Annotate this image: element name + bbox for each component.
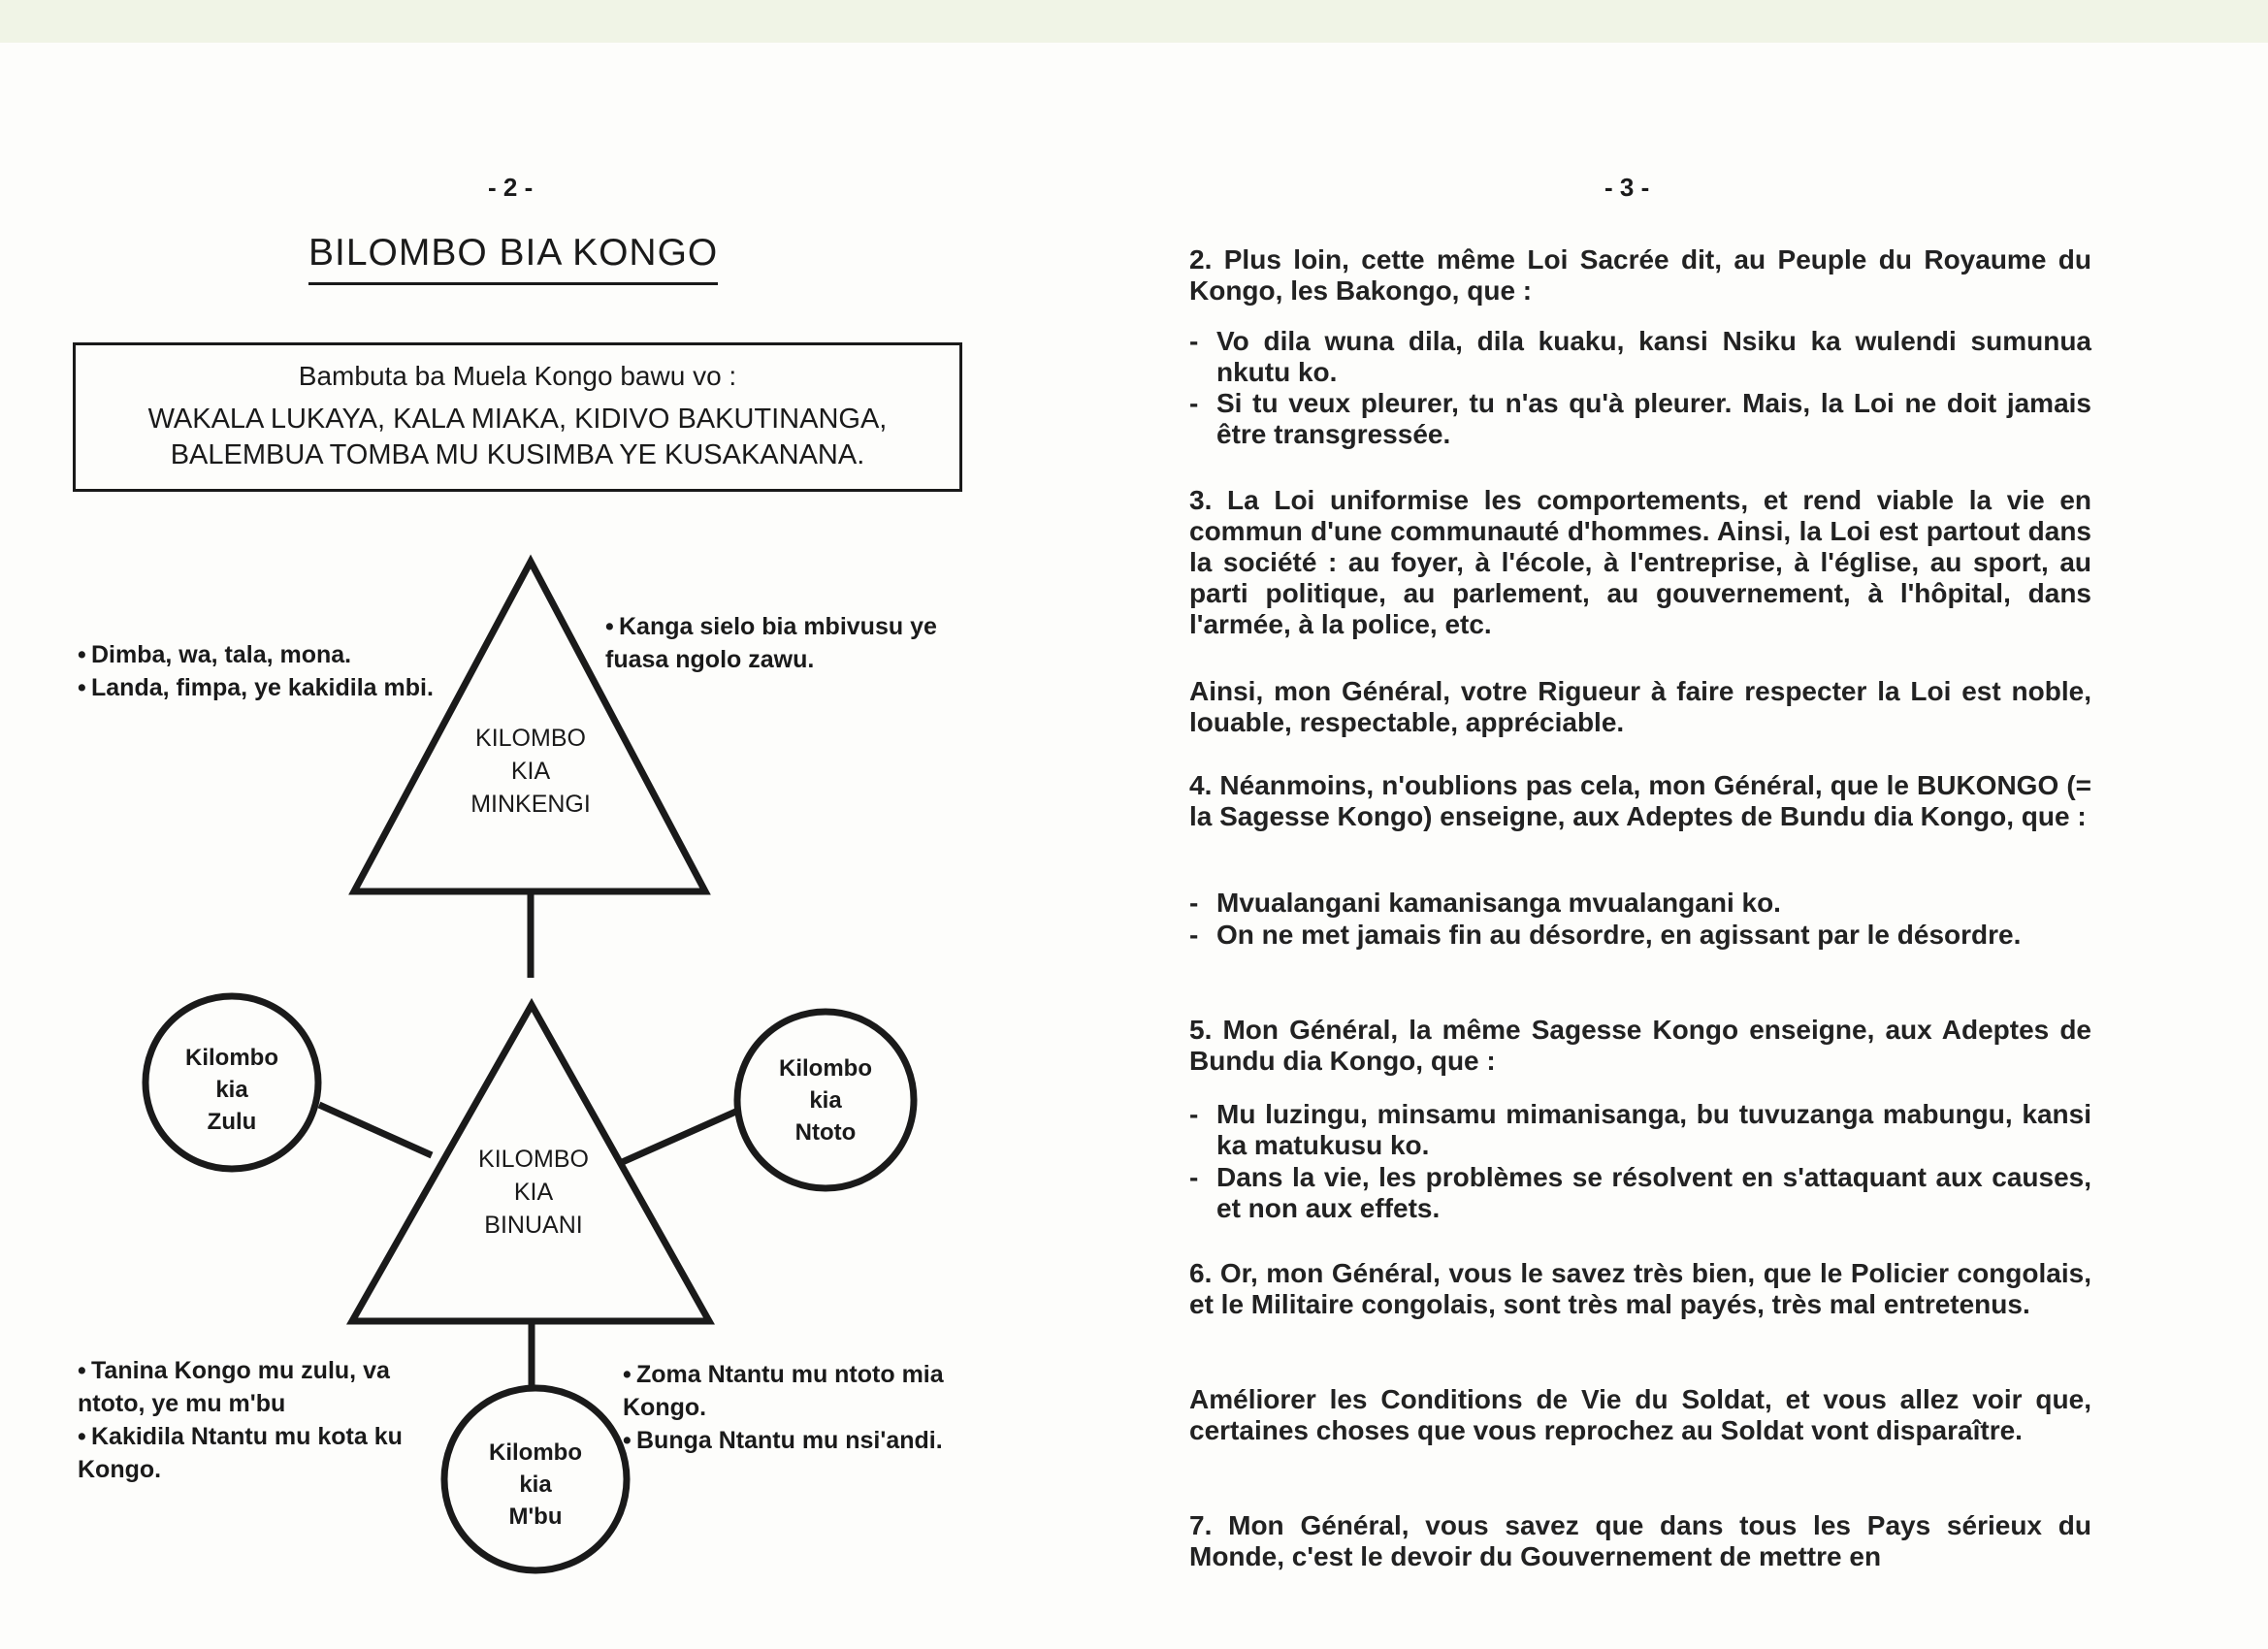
paragraph-2: 2. Plus loin, cette même Loi Sacrée dit, au Peuple du Royaume du Kongo, les Bakongo, que : xyxy=(1189,244,2091,306)
label-kilombo-kia-zulu xyxy=(164,1042,300,1138)
note-item xyxy=(623,1358,972,1424)
label-line: kia xyxy=(809,1087,842,1114)
label-line: KILOMBO xyxy=(475,725,586,752)
note-bottom-right xyxy=(623,1358,972,1457)
label-line: Kilombo xyxy=(185,1045,278,1071)
bullet-text: Dans la vie, les problèmes se résolvent en s'attaquant aux causes, et non aux effets. xyxy=(1216,1162,2091,1223)
bullet-text: Vo dila wuna dila, dila kuaku, kansi Nsiku ka wulendi sumunua nkutu ko. xyxy=(1216,326,2091,387)
bullet-icon: • xyxy=(605,613,614,640)
note-text: Tanina Kongo mu zulu, va ntoto, ye mu m'bu xyxy=(78,1357,390,1417)
dash-icon: - xyxy=(1189,1099,1199,1129)
bullet-4b xyxy=(1189,920,2091,951)
paragraph-3: 3. La Loi uniformise les comportements, et rend viable la vie en commun d'une communauté d'hommes. Ainsi, la Loi est partout dans la société : au foyer, à l'école, à l'entreprise, à l'église, au sport, au parti politique, au parlement, au gouvernement, à l'hôpital, dans l'armée, à la police, etc. xyxy=(1189,485,2091,639)
label-line: Zulu xyxy=(207,1109,257,1135)
note-text: Kakidila Ntantu mu kota ku Kongo. xyxy=(78,1423,403,1483)
label-line: MINKENGI xyxy=(470,791,591,818)
label-line: Kilombo xyxy=(489,1439,582,1466)
bullet-icon: • xyxy=(78,674,86,701)
note-top-left xyxy=(78,638,444,704)
label-kilombo-kia-ntoto xyxy=(758,1052,893,1148)
bullet-2a xyxy=(1189,326,2091,388)
paragraph-7: 7. Mon Général, vous savez que dans tous les Pays sérieux du Monde, c'est le devoir du Gouvernement de mettre en xyxy=(1189,1510,2091,1571)
proverb-text: WAKALA LUKAYA, KALA MIAKA, KIDIVO BAKUTINANGA, BALEMBUA TOMBA MU KUSIMBA YE KUSAKANANA. xyxy=(147,404,888,470)
paragraph-6b: Améliorer les Conditions de Vie du Soldat, et vous allez voir que, certaines choses que vous reprochez au Soldat vont disparaître. xyxy=(1189,1384,2091,1445)
right-page-text xyxy=(1189,0,2091,1649)
note-bottom-left xyxy=(78,1354,456,1486)
bullet-text: On ne met jamais fin au désordre, en agissant par le désordre. xyxy=(1216,920,2022,950)
dash-icon: - xyxy=(1189,326,1199,356)
bullet-icon: • xyxy=(623,1361,632,1388)
bullet-text: Mu luzingu, minsamu mimanisanga, bu tuvuzanga mabungu, kansi ka matukusu ko. xyxy=(1216,1099,2091,1160)
note-text: Landa, fimpa, ye kakidila mbi. xyxy=(91,674,434,701)
bullet-icon: • xyxy=(78,1423,86,1450)
dash-icon: - xyxy=(1189,388,1199,418)
right-page-number: - 3 - xyxy=(1604,173,1650,202)
label-line: BINUANI xyxy=(484,1212,583,1239)
note-item xyxy=(78,1354,456,1420)
paragraph-5: 5. Mon Général, la même Sagesse Kongo enseigne, aux Adeptes de Bundu dia Kongo, que : xyxy=(1189,1015,2091,1076)
note-item xyxy=(605,610,974,676)
note-item xyxy=(78,638,444,671)
dash-icon: - xyxy=(1189,888,1199,918)
paragraph-3b: Ainsi, mon Général, votre Rigueur à faire respecter la Loi est noble, louable, respectable, appréciable. xyxy=(1189,676,2091,737)
bullet-text: Si tu veux pleurer, tu n'as qu'à pleurer. Mais, la Loi ne doit jamais être transgressée. xyxy=(1216,388,2091,449)
bullet-4a xyxy=(1189,888,2091,919)
label-line: kia xyxy=(519,1471,552,1498)
note-text: Kanga sielo bia mbivusu ye fuasa ngolo zawu. xyxy=(605,613,937,673)
connector-zulu-line xyxy=(319,1105,432,1155)
note-text: Dimba, wa, tala, mona. xyxy=(91,641,352,668)
bullet-icon: • xyxy=(78,641,86,668)
note-item xyxy=(623,1424,972,1457)
label-kilombo-kia-binuani xyxy=(432,1143,635,1242)
paragraph-4: 4. Néanmoins, n'oublions pas cela, mon Général, que le BUKONGO (= la Sagesse Kongo) enseigne, aux Adeptes de Bundu dia Kongo, que : xyxy=(1189,770,2091,831)
note-top-right xyxy=(605,610,974,676)
dash-icon: - xyxy=(1189,920,1199,950)
paragraph-6: 6. Or, mon Général, vous le savez très bien, que le Policier congolais, et le Militaire congolais, sont très mal payés, très mal entretenus. xyxy=(1189,1258,2091,1319)
dash-icon: - xyxy=(1189,1162,1199,1192)
note-text: Bunga Ntantu mu nsi'andi. xyxy=(636,1427,943,1454)
bullet-5a xyxy=(1189,1099,2091,1161)
label-line: Kilombo xyxy=(779,1055,872,1082)
left-page xyxy=(0,43,1134,1649)
bullet-icon: • xyxy=(78,1357,86,1384)
note-item xyxy=(78,1420,456,1486)
connector-ntoto-line xyxy=(618,1110,740,1164)
page-title: BILOMBO BIA KONGO xyxy=(308,232,718,285)
note-item xyxy=(78,671,444,704)
note-text: Zoma Ntantu mu ntoto mia Kongo. xyxy=(623,1361,944,1421)
label-line: KILOMBO xyxy=(478,1146,589,1173)
bullet-5b xyxy=(1189,1162,2091,1224)
label-line: Ntoto xyxy=(794,1119,857,1146)
label-line: M'bu xyxy=(508,1504,563,1530)
left-page-number: - 2 - xyxy=(488,173,534,202)
bullet-icon: • xyxy=(623,1427,632,1454)
bullet-2b xyxy=(1189,388,2091,450)
proverb-intro: Bambuta ba Muela Kongo bawu vo : xyxy=(298,361,737,391)
label-line: kia xyxy=(215,1077,248,1103)
label-kilombo-kia-mbu xyxy=(468,1437,603,1533)
label-line: KIA xyxy=(513,1179,554,1206)
label-kilombo-kia-minkengi xyxy=(434,722,628,821)
bullet-text: Mvualangani kamanisanga mvualangani ko. xyxy=(1216,888,1781,918)
label-line: KIA xyxy=(510,758,551,785)
